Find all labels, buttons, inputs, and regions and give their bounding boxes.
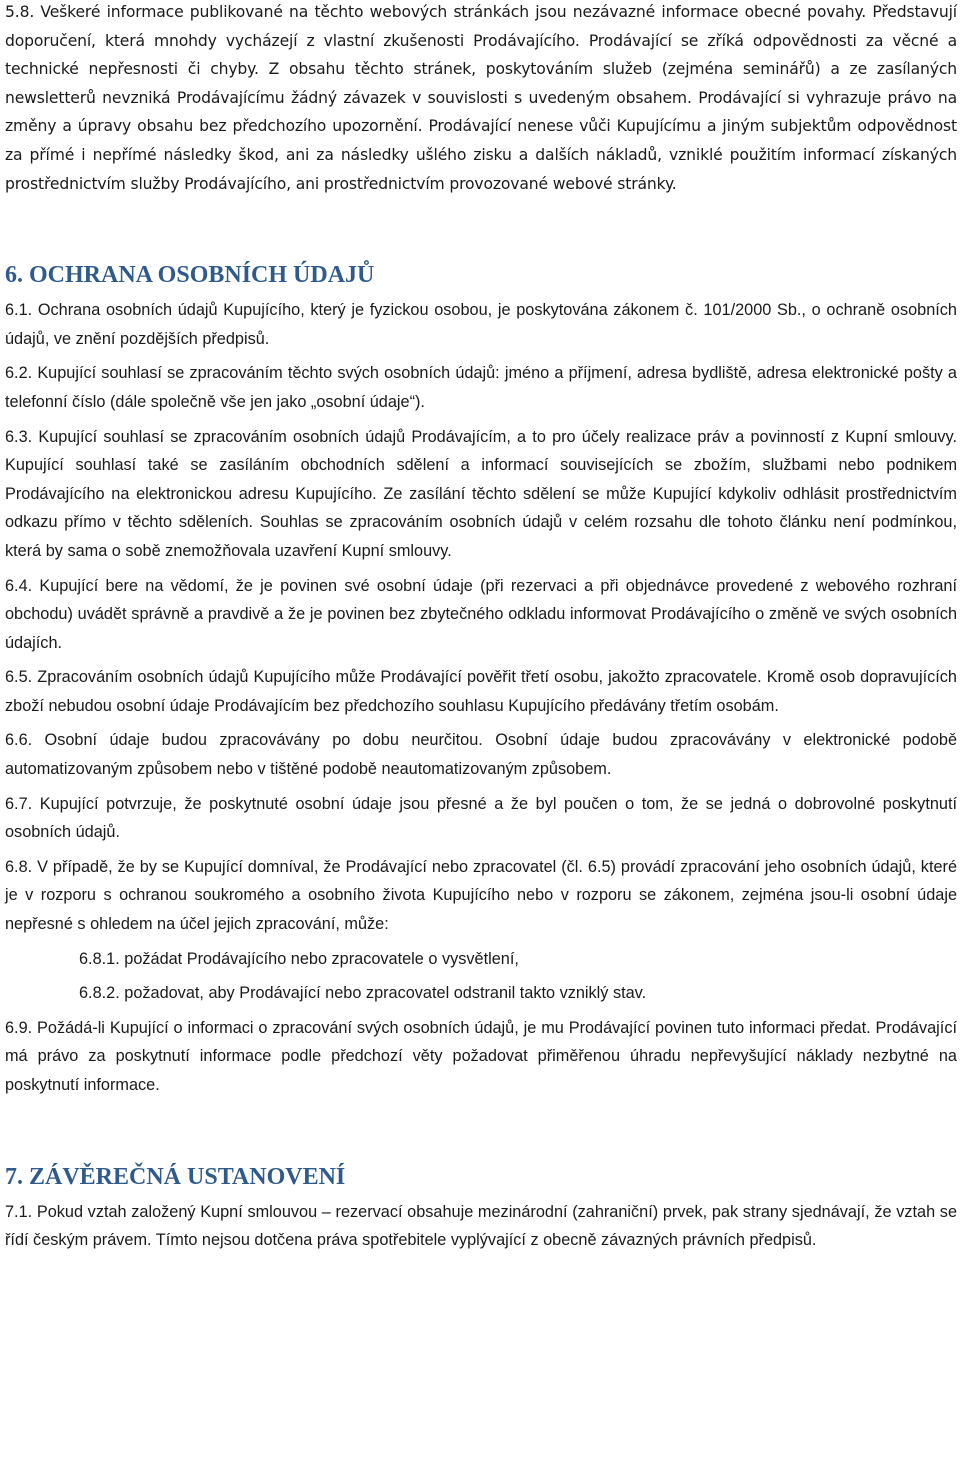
paragraph-6-7: 6.7. Kupující potvrzuje, že poskytnuté osobní údaje jsou přesné a že byl poučen o tom, že se jedná o dobrovolné poskytnutí osobních údajů. [5,794,957,842]
section-heading-6: 6. OCHRANA OSOBNÍCH ÚDAJŮ [5,262,375,289]
paragraph-5-8: 5.8. Veškeré informace publikované na těchto webových stránkách jsou nezávazné informace obecné povahy. Představují doporučení, která mnohdy vycházejí z vlastní zkušenosti Prodávajícího. Prodávající se zříká odpovědnosti za věcné a technické nepřesnosti či chyby. Z obsahu těchto stránek, poskytováním služeb (zejména seminářů) a ze zasílaných newsletterů nevzniká Prodávajícímu žádný závazek v souvislosti s uvedeným obsahem. Prodávající si vyhrazuje právo na změny a úpravy obsahu bez předchozího upozornění. Prodávající nenese vůči Kupujícímu a jiným subjektům odpovědnost za přímé i nepřímé následky škod, ani za následky ušlého zisku a dalších nákladů, vzniklé použitím informací získaných prostřednictvím služby Prodávajícího, ani prostřednictvím provozované webové stránky. [5,3,957,193]
paragraph-6-6: 6.6. Osobní údaje budou zpracovávány po dobu neurčitou. Osobní údaje budou zpracovávány v elektronické podobě automatizovaným způsobem nebo v tištěné podobě neautomatizovaným způsobem. [5,731,957,779]
section-heading-7: 7. ZÁVĚREČNÁ USTANOVENÍ [5,1163,346,1190]
document-page [5,0,957,1255]
list-item-6-8-2: 6.8.2. požadovat, aby Prodávající nebo zpracovatel odstranil takto vzniklý stav. [79,984,647,1003]
paragraph-6-9: 6.9. Požádá-li Kupující o informaci o zpracování svých osobních údajů, je mu Prodávající povinen tuto informaci předat. Prodávající má právo za poskytnutí informace podle předchozí věty požadovat přiměřenou úhradu nepřevyšující náklady nezbytné na poskytnutí informace. [5,1018,957,1094]
paragraph-6-4: 6.4. Kupující bere na vědomí, že je povinen své osobní údaje (při rezervaci a při objednávce provedené z webového rozhraní obchodu) uvádět správně a pravdivě a že je povinen bez zbytečného odkladu informovat Prodávajícího o změně ve svých osobních údajích. [5,576,957,652]
paragraph-7-1: 7.1. Pokud vztah založený Kupní smlouvou – rezervací obsahuje mezinárodní (zahraniční) prvek, pak strany sjednávají, že vztah se řídí českým právem. Tímto nejsou dotčena práva spotřebitele vyplývající z obecně závazných právních předpisů. [5,1202,957,1250]
spacer [5,198,957,260]
paragraph-6-8: 6.8. V případě, že by se Kupující domníval, že Prodávající nebo zpracovatel (čl. 6.5) provádí zpracování jeho osobních údajů, které je v rozporu s ochranou soukromého a osobního života Kupujícího nebo v rozporu se zákonem, zejména jsou-li osobní údaje nepřesné s ohledem na účel jejich zpracování, může: [5,857,957,934]
list-item-6-8-1: 6.8.1. požádat Prodávajícího nebo zpracovatele o vysvětlení, [79,949,519,968]
paragraph-6-5: 6.5. Zpracováním osobních údajů Kupujícího může Prodávající pověřit třetí osobu, jakožto zpracovatele. Kromě osob dopravujících zboží nebudou osobní údaje Prodávajícím bez předchozího souhlasu Kupujícího předávány třetím osobám. [5,668,957,715]
spacer [5,1100,957,1162]
paragraph-6-3: 6.3. Kupující souhlasí se zpracováním osobních údajů Prodávajícím, a to pro účely realizace práv a povinností z Kupní smlouvy. Kupující souhlasí také se zasíláním obchodních sdělení a informací souvisejících se zbožím, službami nebo podnikem Prodávajícího na elektronickou adresu Kupujícího. Ze zasílání těchto sdělení se může Kupující kdykoliv odhlásit prostřednictvím odkazu přímo v těchto sděleních. Souhlas se zpracováním osobních údajů v celém rozsahu dle tohoto článku není podmínkou, která by sama o sobě znemožňovala uzavření Kupní smlouvy. [5,427,957,560]
paragraph-6-2: 6.2. Kupující souhlasí se zpracováním těchto svých osobních údajů: jméno a příjmení, adresa bydliště, adresa elektronické pošty a telefonní číslo (dále společně vše jen jako „osobní údaje“). [5,364,957,411]
paragraph-6-1: 6.1. Ochrana osobních údajů Kupujícího, který je fyzickou osobou, je poskytována zákonem č. 101/2000 Sb., o ochraně osobních údajů, ve znění pozdějších předpisů. [5,301,957,348]
